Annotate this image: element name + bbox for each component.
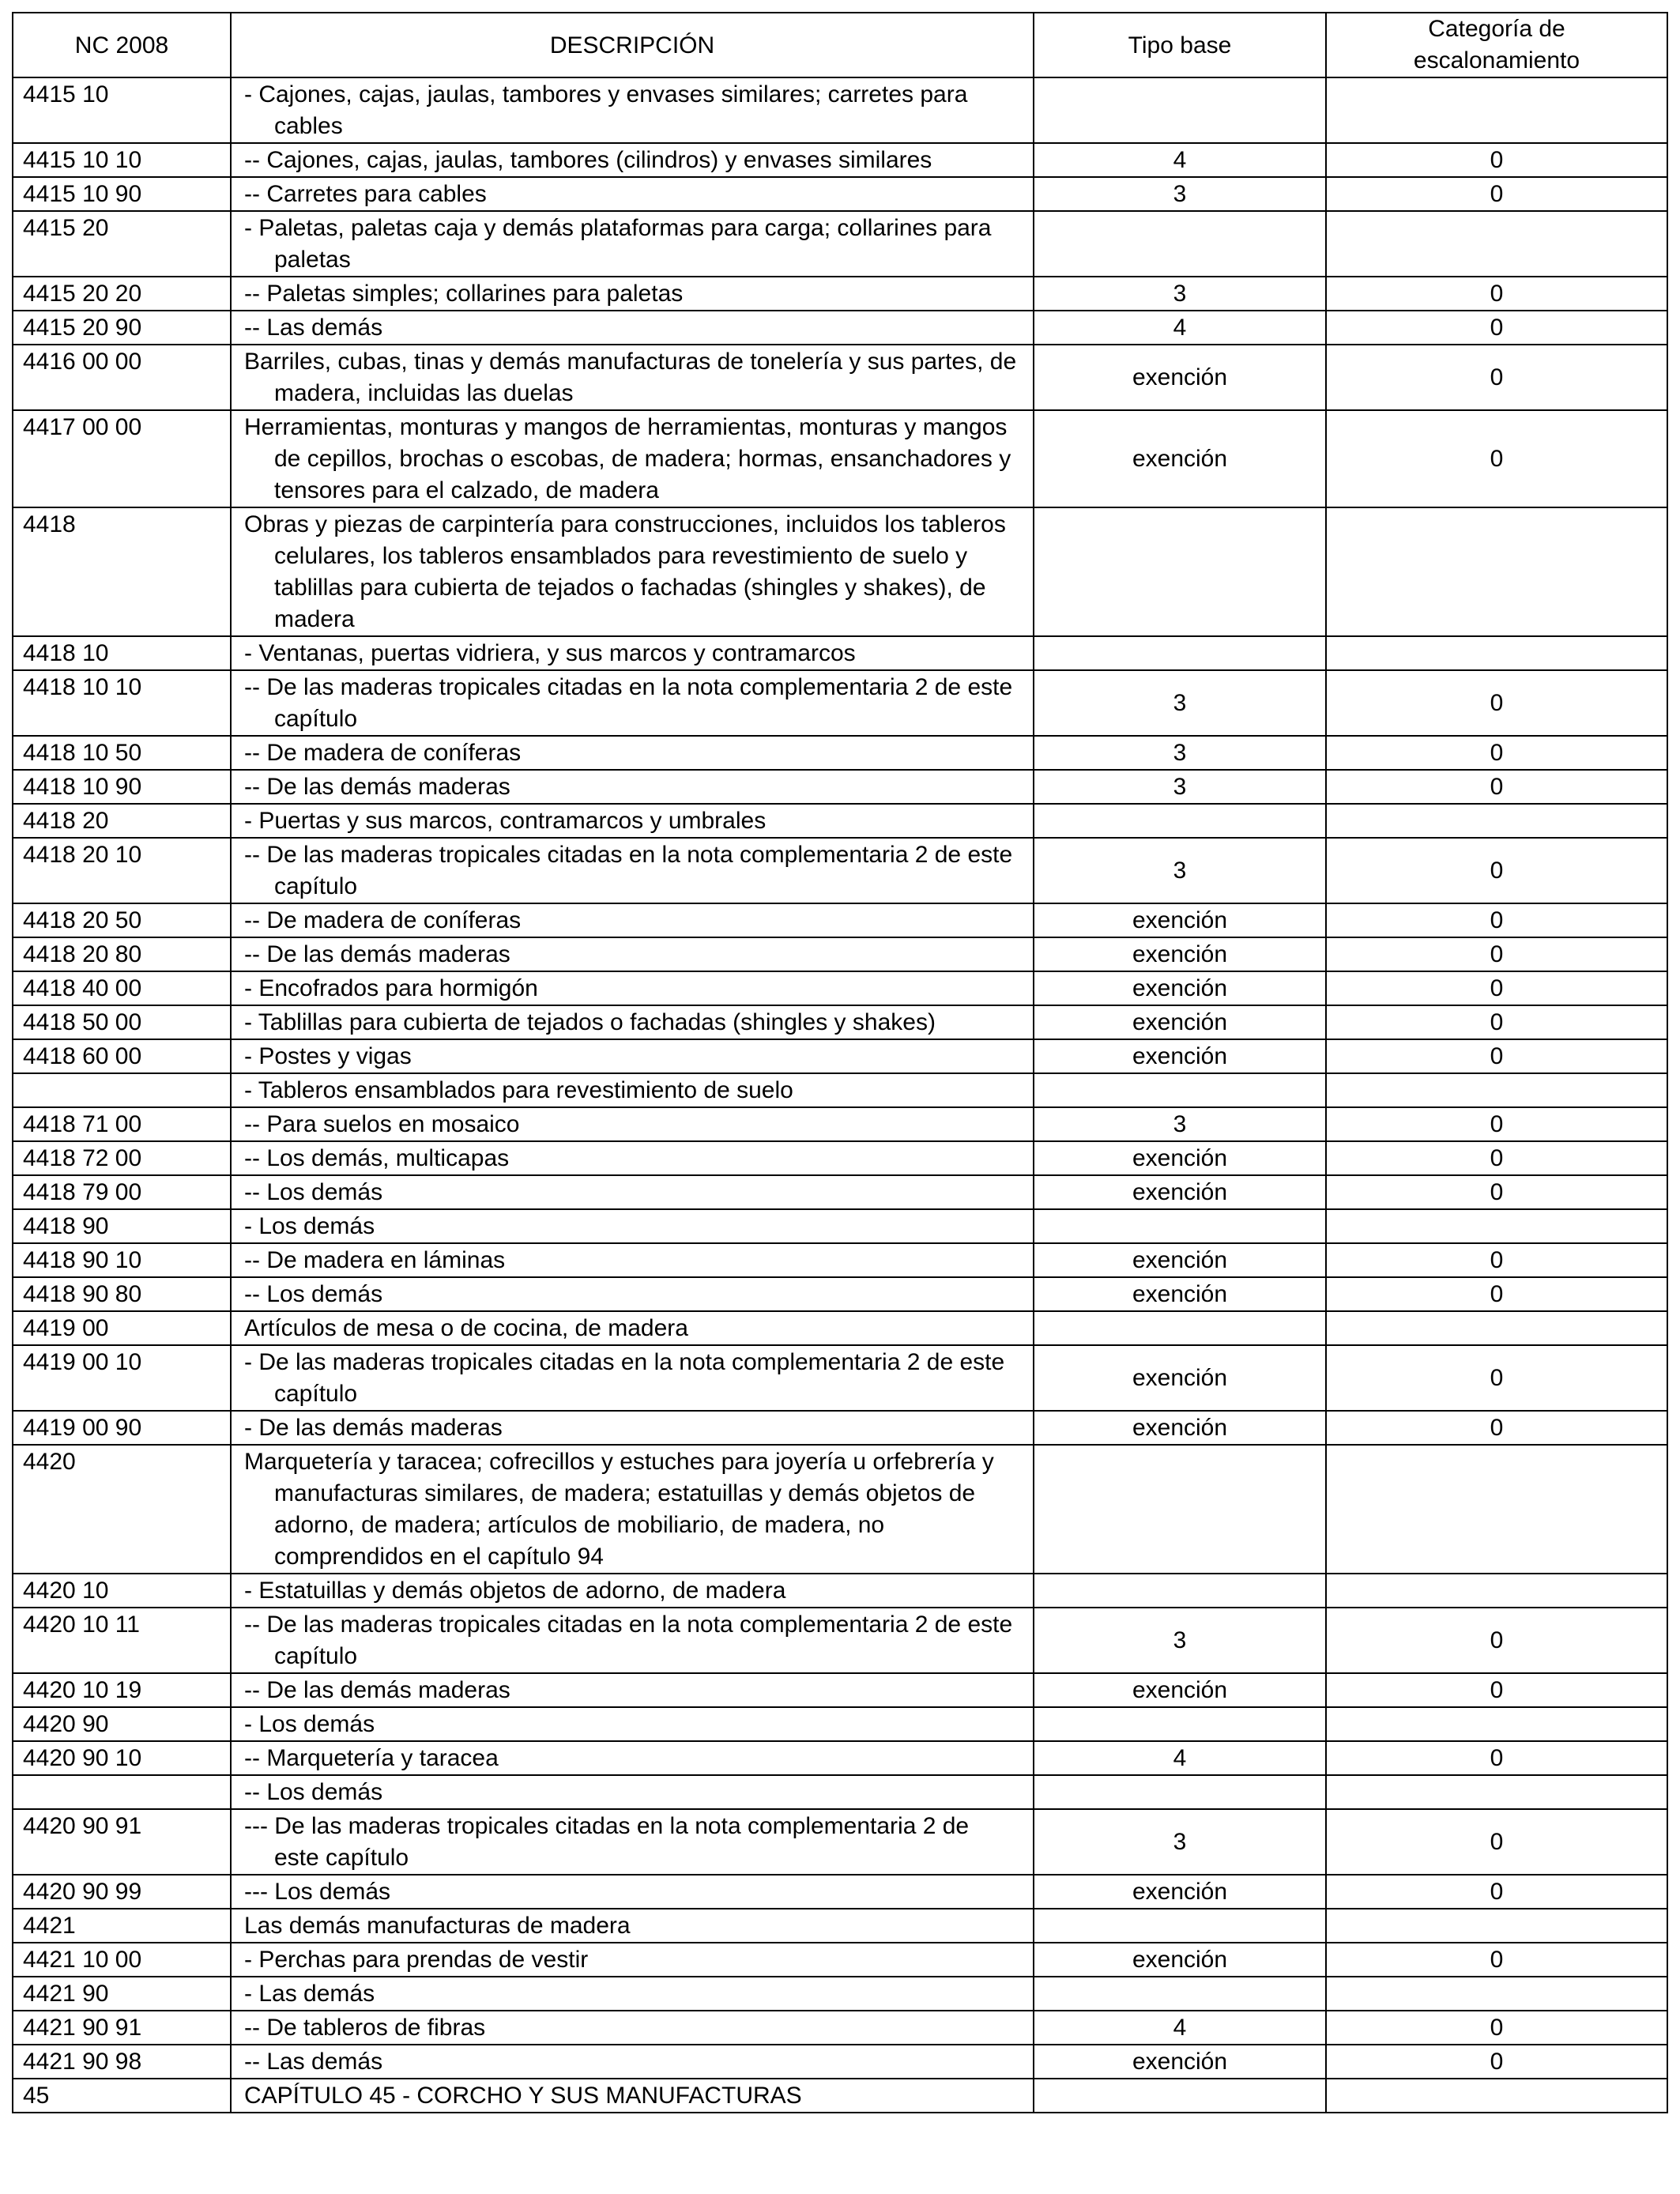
tipo-base-cell bbox=[1034, 1209, 1326, 1243]
description-cell bbox=[231, 2011, 1034, 2045]
categoria-cell: 0 bbox=[1326, 1875, 1667, 1909]
tipo-base-cell bbox=[1034, 77, 1326, 143]
code-cell: 4420 bbox=[13, 1445, 231, 1574]
categoria-cell: 0 bbox=[1326, 1005, 1667, 1039]
description-text: Barriles, cubas, tinas y demás manufacturas de tonelería y sus partes, de madera, incluidas las duelas bbox=[244, 349, 1017, 406]
table-row bbox=[13, 143, 1667, 177]
categoria-cell: 0 bbox=[1326, 1411, 1667, 1445]
table-row bbox=[13, 1943, 1667, 1977]
categoria-cell: 0 bbox=[1326, 143, 1667, 177]
description-text: -- De las demás maderas bbox=[244, 941, 510, 967]
tipo-base-cell bbox=[1034, 1909, 1326, 1943]
code-cell: 4420 90 99 bbox=[13, 1875, 231, 1909]
description-cell bbox=[231, 1875, 1034, 1909]
tipo-base-cell: exención bbox=[1034, 1277, 1326, 1311]
description-text: -- De las demás maderas bbox=[244, 1677, 510, 1703]
description-text: Artículos de mesa o de cocina, de madera bbox=[244, 1315, 688, 1341]
table-row bbox=[13, 2045, 1667, 2079]
description-text: - Puertas y sus marcos, contramarcos y umbrales bbox=[244, 808, 767, 834]
tipo-base-cell: 4 bbox=[1034, 1741, 1326, 1775]
categoria-cell bbox=[1326, 1445, 1667, 1574]
categoria-cell bbox=[1326, 804, 1667, 838]
tipo-base-cell: 3 bbox=[1034, 736, 1326, 770]
categoria-cell: 0 bbox=[1326, 736, 1667, 770]
tipo-base-cell: 3 bbox=[1034, 177, 1326, 211]
categoria-cell bbox=[1326, 1707, 1667, 1741]
categoria-cell bbox=[1326, 211, 1667, 277]
description-text: - Cajones, cajas, jaulas, tambores y envases similares; carretes para cables bbox=[244, 81, 968, 139]
description-text: Herramientas, monturas y mangos de herramientas, monturas y mangos de cepillos, brochas o escobas, de madera; hormas, ensanchadores y tensores para el calzado, de madera bbox=[244, 414, 1011, 503]
description-text: -- Carretes para cables bbox=[244, 181, 487, 207]
table-row bbox=[13, 736, 1667, 770]
categoria-cell: 0 bbox=[1326, 1243, 1667, 1277]
tipo-base-cell: 3 bbox=[1034, 1107, 1326, 1141]
description-cell bbox=[231, 143, 1034, 177]
description-cell bbox=[231, 1073, 1034, 1107]
tipo-base-cell: 4 bbox=[1034, 143, 1326, 177]
tipo-base-cell: 3 bbox=[1034, 838, 1326, 903]
tipo-base-cell: exención bbox=[1034, 1875, 1326, 1909]
table-row bbox=[13, 670, 1667, 736]
description-cell bbox=[231, 1741, 1034, 1775]
table-row bbox=[13, 1875, 1667, 1909]
description-text: -- Marquetería y taracea bbox=[244, 1745, 499, 1771]
categoria-cell: 0 bbox=[1326, 937, 1667, 971]
code-cell: 4418 71 00 bbox=[13, 1107, 231, 1141]
tipo-base-cell: exención bbox=[1034, 1039, 1326, 1073]
tipo-base-cell: exención bbox=[1034, 1005, 1326, 1039]
code-cell: 4420 10 11 bbox=[13, 1608, 231, 1673]
header-categoria: Categoría de escalonamiento bbox=[1326, 13, 1667, 77]
tariff-document bbox=[12, 12, 1668, 2113]
code-cell: 4420 10 bbox=[13, 1574, 231, 1608]
categoria-cell: 0 bbox=[1326, 1175, 1667, 1209]
description-cell bbox=[231, 1943, 1034, 1977]
code-cell: 4418 20 bbox=[13, 804, 231, 838]
header-nc-2008: NC 2008 bbox=[13, 13, 231, 77]
table-row bbox=[13, 345, 1667, 410]
code-cell: 4418 20 50 bbox=[13, 903, 231, 937]
table-row bbox=[13, 2079, 1667, 2113]
code-cell: 4415 10 90 bbox=[13, 177, 231, 211]
description-text: -- Para suelos en mosaico bbox=[244, 1111, 520, 1137]
categoria-cell bbox=[1326, 1311, 1667, 1345]
tipo-base-cell: 3 bbox=[1034, 670, 1326, 736]
code-cell: 4419 00 90 bbox=[13, 1411, 231, 1445]
code-cell: 4418 90 10 bbox=[13, 1243, 231, 1277]
header-tipo-base: Tipo base bbox=[1034, 13, 1326, 77]
categoria-cell bbox=[1326, 636, 1667, 670]
table-row bbox=[13, 1809, 1667, 1875]
table-row bbox=[13, 1107, 1667, 1141]
description-text: CAPÍTULO 45 - CORCHO Y SUS MANUFACTURAS bbox=[244, 2083, 802, 2109]
code-cell: 4420 10 19 bbox=[13, 1673, 231, 1707]
categoria-cell bbox=[1326, 1909, 1667, 1943]
tipo-base-cell: exención bbox=[1034, 1673, 1326, 1707]
description-cell bbox=[231, 1209, 1034, 1243]
description-cell bbox=[231, 1005, 1034, 1039]
table-row bbox=[13, 1277, 1667, 1311]
categoria-cell: 0 bbox=[1326, 1141, 1667, 1175]
categoria-cell: 0 bbox=[1326, 1608, 1667, 1673]
categoria-cell: 0 bbox=[1326, 1943, 1667, 1977]
description-text: - Postes y vigas bbox=[244, 1043, 412, 1069]
table-row bbox=[13, 1411, 1667, 1445]
table-row bbox=[13, 1445, 1667, 1574]
categoria-cell: 0 bbox=[1326, 1741, 1667, 1775]
code-cell: 4418 90 bbox=[13, 1209, 231, 1243]
tipo-base-cell: exención bbox=[1034, 1345, 1326, 1411]
description-cell bbox=[231, 1707, 1034, 1741]
code-cell: 4419 00 bbox=[13, 1311, 231, 1345]
table-row bbox=[13, 636, 1667, 670]
categoria-cell bbox=[1326, 77, 1667, 143]
categoria-cell: 0 bbox=[1326, 2011, 1667, 2045]
description-cell bbox=[231, 804, 1034, 838]
categoria-cell: 0 bbox=[1326, 770, 1667, 804]
description-text: -- De madera en láminas bbox=[244, 1247, 506, 1273]
description-text: -- Los demás bbox=[244, 1179, 383, 1205]
code-cell: 4418 20 10 bbox=[13, 838, 231, 903]
table-row bbox=[13, 1175, 1667, 1209]
description-cell bbox=[231, 277, 1034, 311]
description-cell bbox=[231, 971, 1034, 1005]
table-row bbox=[13, 1209, 1667, 1243]
categoria-cell bbox=[1326, 1977, 1667, 2011]
description-text: -- De las demás maderas bbox=[244, 774, 510, 800]
categoria-cell: 0 bbox=[1326, 1673, 1667, 1707]
description-cell bbox=[231, 2045, 1034, 2079]
table-row bbox=[13, 77, 1667, 143]
table-row bbox=[13, 1141, 1667, 1175]
categoria-cell: 0 bbox=[1326, 345, 1667, 410]
description-text: - Ventanas, puertas vidriera, y sus marcos y contramarcos bbox=[244, 640, 856, 666]
tariff-table bbox=[12, 12, 1668, 2113]
code-cell: 4418 10 90 bbox=[13, 770, 231, 804]
tipo-base-cell bbox=[1034, 1574, 1326, 1608]
description-text: --- Los demás bbox=[244, 1879, 391, 1905]
description-cell bbox=[231, 1277, 1034, 1311]
tipo-base-cell: 3 bbox=[1034, 770, 1326, 804]
categoria-cell bbox=[1326, 1209, 1667, 1243]
table-row bbox=[13, 903, 1667, 937]
table-row bbox=[13, 277, 1667, 311]
description-text: - Los demás bbox=[244, 1711, 375, 1737]
description-text: -- Paletas simples; collarines para paletas bbox=[244, 281, 684, 307]
table-row bbox=[13, 838, 1667, 903]
tipo-base-cell: exención bbox=[1034, 1943, 1326, 1977]
code-cell: 4421 90 91 bbox=[13, 2011, 231, 2045]
description-cell bbox=[231, 1809, 1034, 1875]
tipo-base-cell: exención bbox=[1034, 903, 1326, 937]
code-cell: 4418 90 80 bbox=[13, 1277, 231, 1311]
table-row bbox=[13, 1574, 1667, 1608]
description-cell bbox=[231, 2079, 1034, 2113]
code-cell: 4418 79 00 bbox=[13, 1175, 231, 1209]
description-text: -- Los demás bbox=[244, 1779, 383, 1805]
description-text: - De las maderas tropicales citadas en la nota complementaria 2 de este capítulo bbox=[244, 1349, 1005, 1407]
code-cell: 4418 10 bbox=[13, 636, 231, 670]
categoria-cell: 0 bbox=[1326, 1107, 1667, 1141]
description-cell bbox=[231, 838, 1034, 903]
code-cell: 4416 00 00 bbox=[13, 345, 231, 410]
code-cell: 4421 bbox=[13, 1909, 231, 1943]
code-cell: 4418 20 80 bbox=[13, 937, 231, 971]
description-text: Marquetería y taracea; cofrecillos y estuches para joyería u orfebrería y manufacturas similares, de madera; estatuillas y demás objetos de adorno, de madera; artículos de mobiliario, de madera, no comprendidos en el capítulo 94 bbox=[244, 1449, 994, 1570]
categoria-cell: 0 bbox=[1326, 311, 1667, 345]
description-cell bbox=[231, 1775, 1034, 1809]
tipo-base-cell: exención bbox=[1034, 971, 1326, 1005]
tipo-base-cell: 4 bbox=[1034, 2011, 1326, 2045]
description-text: -- De madera de coníferas bbox=[244, 740, 522, 766]
tipo-base-cell: exención bbox=[1034, 1141, 1326, 1175]
tipo-base-cell bbox=[1034, 1707, 1326, 1741]
description-cell bbox=[231, 1107, 1034, 1141]
description-cell bbox=[231, 1673, 1034, 1707]
description-text: -- Cajones, cajas, jaulas, tambores (cilindros) y envases similares bbox=[244, 147, 932, 173]
description-text: -- Los demás, multicapas bbox=[244, 1145, 510, 1171]
table-row bbox=[13, 971, 1667, 1005]
categoria-cell: 0 bbox=[1326, 2045, 1667, 2079]
description-text: -- De las maderas tropicales citadas en la nota complementaria 2 de este capítulo bbox=[244, 674, 1013, 732]
code-cell: 4418 60 00 bbox=[13, 1039, 231, 1073]
table-row bbox=[13, 1977, 1667, 2011]
table-row bbox=[13, 1039, 1667, 1073]
description-cell bbox=[231, 1445, 1034, 1574]
code-cell bbox=[13, 1775, 231, 1809]
code-cell: 4415 20 20 bbox=[13, 277, 231, 311]
table-row bbox=[13, 1311, 1667, 1345]
table-row bbox=[13, 410, 1667, 507]
table-row bbox=[13, 770, 1667, 804]
description-text: - Paletas, paletas caja y demás plataformas para carga; collarines para paletas bbox=[244, 215, 992, 273]
description-cell bbox=[231, 1141, 1034, 1175]
tipo-base-cell: exención bbox=[1034, 1175, 1326, 1209]
description-cell bbox=[231, 410, 1034, 507]
code-cell: 4420 90 bbox=[13, 1707, 231, 1741]
tipo-base-cell bbox=[1034, 1445, 1326, 1574]
code-cell: 4415 20 90 bbox=[13, 311, 231, 345]
description-text: -- De madera de coníferas bbox=[244, 907, 522, 933]
description-text: - Tablillas para cubierta de tejados o fachadas (shingles y shakes) bbox=[244, 1009, 936, 1035]
header-row bbox=[13, 13, 1667, 77]
description-cell bbox=[231, 636, 1034, 670]
tipo-base-cell: exención bbox=[1034, 1411, 1326, 1445]
description-text: Obras y piezas de carpintería para construcciones, incluidos los tableros celulares, los tableros ensamblados para revestimiento de suelo y tablillas para cubierta de tejados o fachadas (shingles y shakes), de madera bbox=[244, 511, 1006, 632]
description-cell bbox=[231, 1909, 1034, 1943]
table-row bbox=[13, 1345, 1667, 1411]
code-cell: 4421 90 bbox=[13, 1977, 231, 2011]
description-text: - Perchas para prendas de vestir bbox=[244, 1947, 589, 1973]
table-row bbox=[13, 1741, 1667, 1775]
tipo-base-cell bbox=[1034, 1311, 1326, 1345]
description-cell bbox=[231, 177, 1034, 211]
tipo-base-cell bbox=[1034, 804, 1326, 838]
table-row bbox=[13, 1775, 1667, 1809]
table-row bbox=[13, 1005, 1667, 1039]
description-cell bbox=[231, 1243, 1034, 1277]
table-row bbox=[13, 1707, 1667, 1741]
code-cell: 4421 10 00 bbox=[13, 1943, 231, 1977]
tipo-base-cell: 3 bbox=[1034, 277, 1326, 311]
description-cell bbox=[231, 211, 1034, 277]
categoria-cell bbox=[1326, 1775, 1667, 1809]
description-cell bbox=[231, 1608, 1034, 1673]
tipo-base-cell bbox=[1034, 211, 1326, 277]
categoria-cell: 0 bbox=[1326, 1345, 1667, 1411]
description-cell bbox=[231, 736, 1034, 770]
table-body bbox=[13, 77, 1667, 2113]
description-cell bbox=[231, 311, 1034, 345]
categoria-cell: 0 bbox=[1326, 410, 1667, 507]
code-cell: 4415 10 bbox=[13, 77, 231, 143]
categoria-cell bbox=[1326, 507, 1667, 636]
description-text: - Encofrados para hormigón bbox=[244, 975, 538, 1001]
tipo-base-cell bbox=[1034, 507, 1326, 636]
tipo-base-cell: 3 bbox=[1034, 1809, 1326, 1875]
categoria-cell bbox=[1326, 1574, 1667, 1608]
categoria-cell: 0 bbox=[1326, 903, 1667, 937]
code-cell: 4418 72 00 bbox=[13, 1141, 231, 1175]
description-text: -- De las maderas tropicales citadas en la nota complementaria 2 de este capítulo bbox=[244, 1612, 1013, 1669]
description-cell bbox=[231, 1311, 1034, 1345]
table-row bbox=[13, 1673, 1667, 1707]
description-text: - De las demás maderas bbox=[244, 1415, 503, 1441]
tipo-base-cell bbox=[1034, 1073, 1326, 1107]
description-text: --- De las maderas tropicales citadas en la nota complementaria 2 de este capítulo bbox=[244, 1813, 970, 1871]
code-cell: 4418 10 50 bbox=[13, 736, 231, 770]
description-text: - Tableros ensamblados para revestimiento de suelo bbox=[244, 1077, 793, 1103]
description-cell bbox=[231, 345, 1034, 410]
table-row bbox=[13, 1608, 1667, 1673]
code-cell: 4415 10 10 bbox=[13, 143, 231, 177]
categoria-cell: 0 bbox=[1326, 1809, 1667, 1875]
description-cell bbox=[231, 1977, 1034, 2011]
description-text: - Las demás bbox=[244, 1981, 375, 2007]
tipo-base-cell bbox=[1034, 2079, 1326, 2113]
tipo-base-cell: 4 bbox=[1034, 311, 1326, 345]
description-cell bbox=[231, 937, 1034, 971]
table-row bbox=[13, 1243, 1667, 1277]
table-row bbox=[13, 311, 1667, 345]
code-cell: 4420 90 10 bbox=[13, 1741, 231, 1775]
description-cell bbox=[231, 77, 1034, 143]
categoria-cell bbox=[1326, 1073, 1667, 1107]
categoria-cell: 0 bbox=[1326, 1277, 1667, 1311]
description-text: -- Las demás bbox=[244, 315, 383, 341]
tipo-base-cell: exención bbox=[1034, 937, 1326, 971]
categoria-cell bbox=[1326, 2079, 1667, 2113]
categoria-cell: 0 bbox=[1326, 277, 1667, 311]
code-cell: 45 bbox=[13, 2079, 231, 2113]
code-cell: 4420 90 91 bbox=[13, 1809, 231, 1875]
tipo-base-cell: exención bbox=[1034, 2045, 1326, 2079]
code-cell: 4415 20 bbox=[13, 211, 231, 277]
table-row bbox=[13, 937, 1667, 971]
code-cell: 4418 50 00 bbox=[13, 1005, 231, 1039]
code-cell: 4418 40 00 bbox=[13, 971, 231, 1005]
table-row bbox=[13, 1073, 1667, 1107]
tipo-base-cell bbox=[1034, 636, 1326, 670]
tipo-base-cell: 3 bbox=[1034, 1608, 1326, 1673]
code-cell bbox=[13, 1073, 231, 1107]
description-cell bbox=[231, 1345, 1034, 1411]
table-row bbox=[13, 507, 1667, 636]
code-cell: 4421 90 98 bbox=[13, 2045, 231, 2079]
description-cell bbox=[231, 1039, 1034, 1073]
description-cell bbox=[231, 903, 1034, 937]
description-cell bbox=[231, 1574, 1034, 1608]
description-text: - Los demás bbox=[244, 1213, 375, 1239]
code-cell: 4419 00 10 bbox=[13, 1345, 231, 1411]
categoria-cell: 0 bbox=[1326, 177, 1667, 211]
code-cell: 4418 bbox=[13, 507, 231, 636]
categoria-cell: 0 bbox=[1326, 670, 1667, 736]
categoria-cell: 0 bbox=[1326, 1039, 1667, 1073]
categoria-cell: 0 bbox=[1326, 838, 1667, 903]
description-cell bbox=[231, 670, 1034, 736]
table-row bbox=[13, 2011, 1667, 2045]
tipo-base-cell: exención bbox=[1034, 1243, 1326, 1277]
tipo-base-cell: exención bbox=[1034, 410, 1326, 507]
description-cell bbox=[231, 1175, 1034, 1209]
header-descripcion: DESCRIPCIÓN bbox=[231, 13, 1034, 77]
description-text: Las demás manufacturas de madera bbox=[244, 1913, 631, 1939]
table-row bbox=[13, 211, 1667, 277]
description-text: -- Los demás bbox=[244, 1281, 383, 1307]
tipo-base-cell bbox=[1034, 1977, 1326, 2011]
description-cell bbox=[231, 1411, 1034, 1445]
code-cell: 4417 00 00 bbox=[13, 410, 231, 507]
tipo-base-cell bbox=[1034, 1775, 1326, 1809]
description-text: -- Las demás bbox=[244, 2049, 383, 2075]
description-text: -- De las maderas tropicales citadas en la nota complementaria 2 de este capítulo bbox=[244, 842, 1013, 899]
table-row bbox=[13, 177, 1667, 211]
categoria-cell: 0 bbox=[1326, 971, 1667, 1005]
tipo-base-cell: exención bbox=[1034, 345, 1326, 410]
table-row bbox=[13, 804, 1667, 838]
table-row bbox=[13, 1909, 1667, 1943]
code-cell: 4418 10 10 bbox=[13, 670, 231, 736]
description-cell bbox=[231, 770, 1034, 804]
description-text: - Estatuillas y demás objetos de adorno, de madera bbox=[244, 1578, 786, 1604]
description-text: -- De tableros de fibras bbox=[244, 2015, 486, 2041]
description-cell bbox=[231, 507, 1034, 636]
